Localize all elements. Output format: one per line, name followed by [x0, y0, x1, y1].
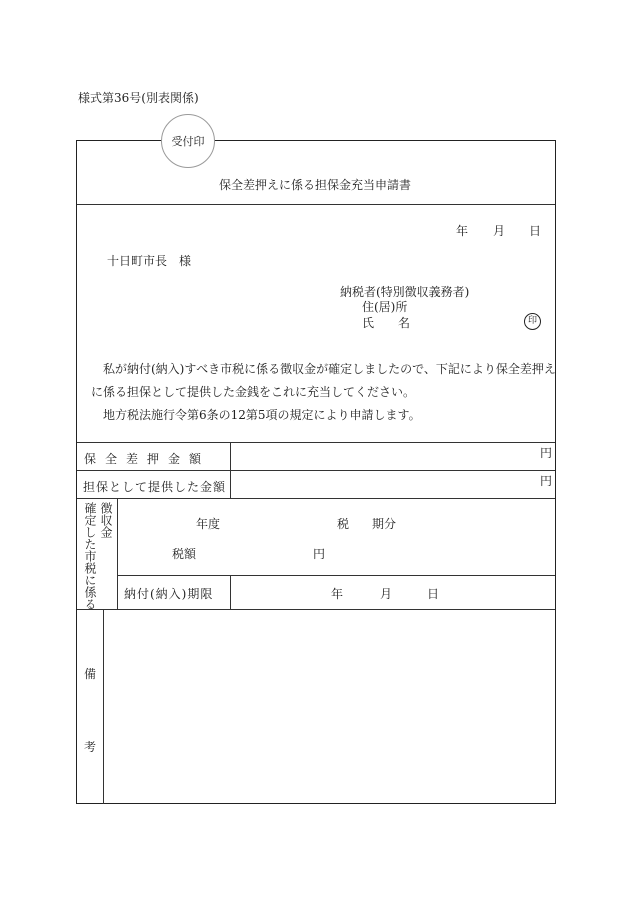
- tax-amount-unit: 円: [313, 547, 326, 561]
- date-month: 月: [493, 224, 506, 238]
- seizure-amount-unit: 円: [540, 446, 553, 460]
- body-line-1: 私が納付(納入)すべき市税に係る徴収金が確定しましたので、下記により保全差押え: [103, 362, 556, 376]
- deadline-label: 納付(納入)期限: [124, 587, 214, 601]
- remarks-col-divider: [103, 609, 104, 804]
- address-label: 住(居)所: [362, 300, 408, 314]
- seal-mark: 印: [524, 313, 541, 330]
- form-frame: [76, 140, 556, 804]
- seizure-amount-label: 保全差押金額: [84, 452, 211, 466]
- remarks-char-1: 備: [84, 667, 97, 681]
- row-divider-3: [117, 575, 555, 576]
- label-col-divider-upper: [230, 442, 231, 498]
- date-day: 日: [529, 224, 542, 238]
- confirmed-tax-label-col1: 確定した市税に係る: [83, 502, 97, 610]
- deadline-year: 年: [331, 587, 344, 601]
- table-top-line: [77, 442, 555, 443]
- deadline-col-divider: [230, 575, 231, 609]
- form-number: 様式第36号(別表関係): [78, 91, 199, 105]
- tax-amount-label: 税額: [172, 547, 197, 561]
- date-year: 年: [456, 224, 469, 238]
- collateral-amount-unit: 円: [540, 474, 553, 488]
- period-label: 期分: [372, 517, 397, 531]
- taxpayer-label: 納税者(特別徴収義務者): [340, 285, 470, 299]
- deadline-month: 月: [380, 587, 393, 601]
- deadline-day: 日: [427, 587, 440, 601]
- title-divider: [77, 204, 555, 205]
- form-title: 保全差押えに係る担保金充当申請書: [218, 178, 411, 192]
- confirmed-tax-label-col2: 徴収金: [99, 502, 113, 538]
- reception-stamp-label: 受付印: [171, 135, 205, 148]
- confirmed-tax-col-divider: [117, 498, 118, 609]
- fiscal-year-label: 年度: [196, 517, 221, 531]
- collateral-amount-label: 担保として提供した金額: [83, 480, 227, 494]
- tax-label: 税: [337, 517, 350, 531]
- row-divider-2: [77, 498, 555, 499]
- row-divider-4: [77, 609, 555, 610]
- name-label: 氏 名: [362, 316, 411, 330]
- row-divider-1: [77, 470, 555, 471]
- body-line-3: 地方税法施行令第6条の12第5項の規定により申請します。: [103, 408, 421, 422]
- addressee: 十日町市長 様: [107, 254, 192, 268]
- reception-stamp: [161, 114, 215, 168]
- remarks-char-2: 考: [84, 740, 97, 754]
- body-line-2: に係る担保として提供した金銭をこれに充当してください。: [91, 385, 416, 399]
